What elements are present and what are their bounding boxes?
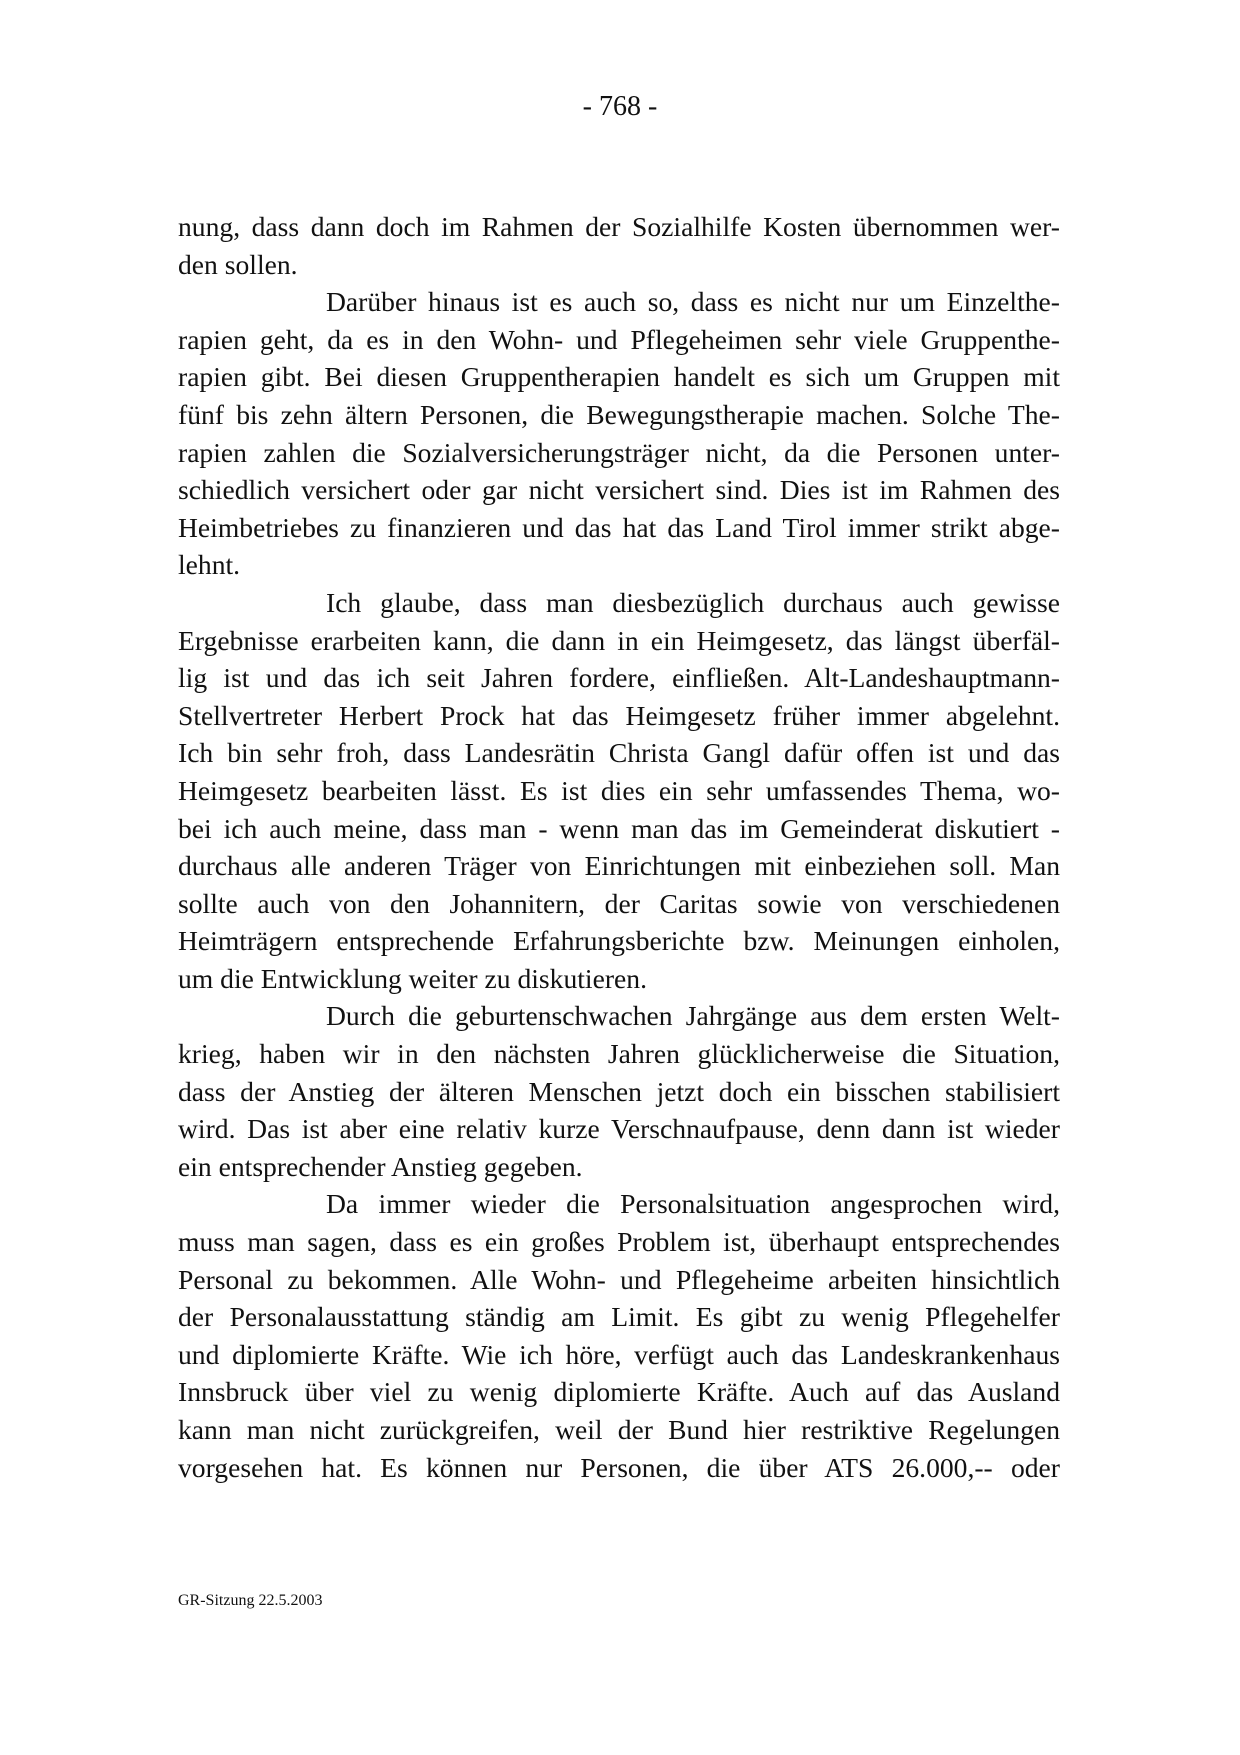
text-line: Ergebnisse erarbeiten kann, die dann in ein Heimgesetz, das längst überfäl- (178, 624, 1060, 656)
text-line: um die Entwicklung weiter zu diskutieren. (178, 962, 647, 994)
text-line: muss man sagen, dass es ein großes Problem ist, überhaupt entsprechendes (178, 1226, 1060, 1258)
text-line: Stellvertreter Herbert Prock hat das Heimgesetz früher immer abgelehnt. (178, 699, 1060, 731)
text-line: fünf bis zehn ältern Personen, die Bewegungstherapie machen. Solche The- (178, 398, 1060, 430)
text-line: Heimbetriebes zu finanzieren und das hat das Land Tirol immer strikt abge- (178, 511, 1060, 543)
page-number: - 768 - (582, 91, 658, 122)
text-line: krieg, haben wir in den nächsten Jahren glücklicherweise die Situation, (178, 1038, 1060, 1070)
paragraph-first-line: Durch die geburtenschwachen Jahrgänge aus dem ersten Welt- (326, 1000, 1060, 1032)
text-line: den sollen. (178, 248, 298, 280)
text-line: rapien zahlen die Sozialversicherungsträger nicht, da die Personen unter- (178, 436, 1060, 468)
text-line: durchaus alle anderen Träger von Einrichtungen mit einbeziehen soll. Man (178, 850, 1060, 882)
text-line: rapien gibt. Bei diesen Gruppentherapien handelt es sich um Gruppen mit (178, 361, 1060, 393)
text-line: dass der Anstieg der älteren Menschen jetzt doch ein bisschen stabilisiert (178, 1075, 1060, 1107)
text-line: lig ist und das ich seit Jahren fordere, einfließen. Alt-Landeshauptmann- (178, 662, 1060, 694)
text-line: lehnt. (178, 549, 241, 581)
text-line: Heimgesetz bearbeiten lässt. Es ist dies ein sehr umfassendes Thema, wo- (178, 774, 1060, 806)
text-line: der Personalausstattung ständig am Limit. Es gibt zu wenig Pflegehelfer (178, 1301, 1060, 1333)
text-line: sollte auch von den Johannitern, der Caritas sowie von verschiedenen (178, 887, 1060, 919)
footer-session-date: GR-Sitzung 22.5.2003 (178, 1592, 323, 1609)
text-line: Personal zu bekommen. Alle Wohn- und Pflegeheime arbeiten hinsichtlich (178, 1263, 1060, 1295)
text-line: wird. Das ist aber eine relativ kurze Verschnaufpause, denn dann ist wieder (178, 1113, 1060, 1145)
text-line: rapien geht, da es in den Wohn- und Pflegeheimen sehr viele Gruppenthe- (178, 323, 1060, 355)
text-line: ein entsprechender Anstieg gegeben. (178, 1150, 583, 1182)
paragraph-first-line: Da immer wieder die Personalsituation angesprochen wird, (326, 1188, 1060, 1220)
text-line: Heimträgern entsprechende Erfahrungsberichte bzw. Meinungen einholen, (178, 925, 1060, 957)
paragraph-first-line: Darüber hinaus ist es auch so, dass es nicht nur um Einzelthe- (326, 286, 1060, 318)
paragraph-first-line: Ich glaube, dass man diesbezüglich durchaus auch gewisse (326, 586, 1060, 618)
text-line: kann man nicht zurückgreifen, weil der Bund hier restriktive Regelungen (178, 1414, 1060, 1445)
text-line: schiedlich versichert oder gar nicht versichert sind. Dies ist im Rahmen des (178, 474, 1060, 506)
text-line: bei ich auch meine, dass man - wenn man das im Gemeinderat diskutiert - (178, 812, 1060, 844)
text-line: und diplomierte Kräfte. Wie ich höre, verfügt auch das Landeskrankenhaus (178, 1338, 1060, 1370)
text-line: Ich bin sehr froh, dass Landesrätin Christa Gangl dafür offen ist und das (178, 737, 1060, 769)
text-line: nung, dass dann doch im Rahmen der Sozialhilfe Kosten übernommen wer- (178, 211, 1060, 242)
text-line: vorgesehen hat. Es können nur Personen, die über ATS 26.000,-- oder (178, 1451, 1060, 1483)
text-line: Innsbruck über viel zu wenig diplomierte Kräfte. Auch auf das Ausland (178, 1376, 1060, 1408)
document-body (178, 208, 1060, 1486)
